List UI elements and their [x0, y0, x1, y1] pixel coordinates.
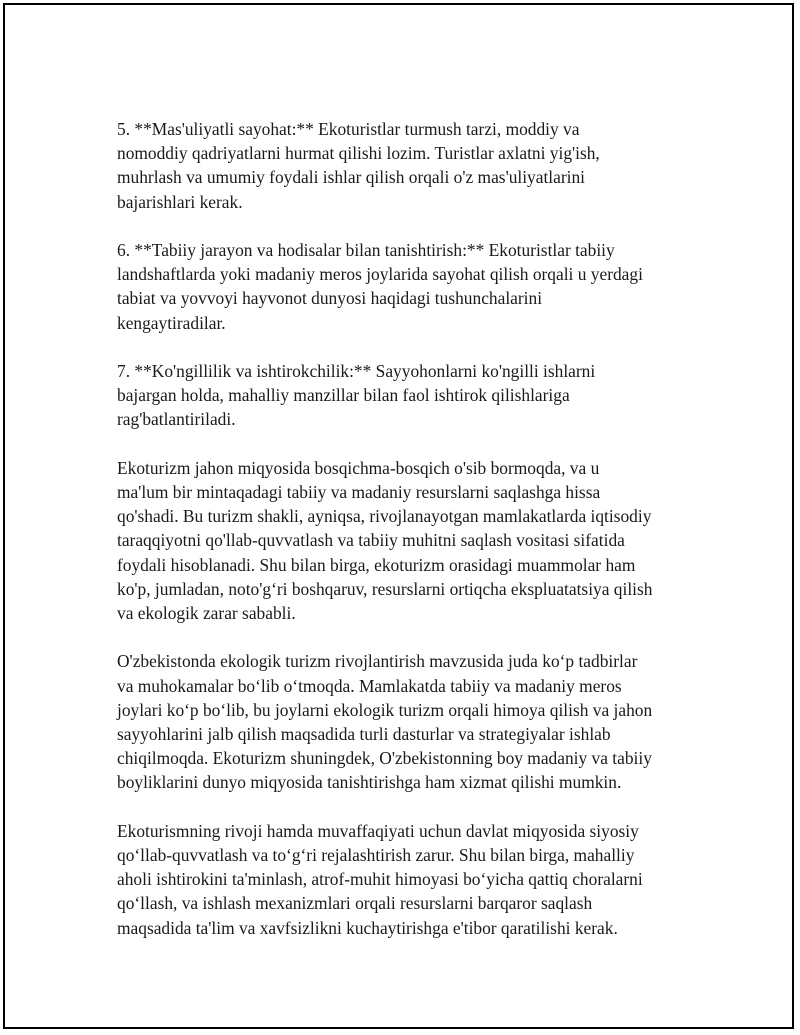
text-line: bajargan holda, mahalliy manzillar bilan faol ishtirok qilishlariga	[117, 385, 570, 406]
paragraph-nature-introduction	[117, 238, 687, 335]
text-line: rag'batlantiriladi.	[117, 409, 236, 430]
text-line: qo‘llab-quvvatlash va to‘g‘ri rejalashtirish zarur. Shu bilan birga, mahalliy	[117, 845, 635, 866]
paragraph-volunteering	[117, 359, 687, 432]
paragraph-global-ecotourism	[117, 456, 687, 625]
text-line: bajarishlari kerak.	[117, 191, 243, 212]
paragraph-responsible-travel	[117, 117, 687, 214]
text-line: maqsadida ta'lim va xavfsizlikni kuchaytirishga e'tibor qaratilishi kerak.	[117, 917, 618, 938]
text-line: Ekoturizm jahon miqyosida bosqichma-bosqich o'sib bormoqda, va u	[117, 457, 600, 478]
text-line: 7. **Ko'ngillilik va ishtirokchilik:** Sayyohonlarni ko'ngilli ishlarni	[117, 361, 596, 381]
text-line: aholi ishtirokini ta'minlash, atrof-muhit himoyasi bo‘yicha qattiq choralarni	[117, 869, 643, 890]
text-line: 6. **Tabiiy jarayon va hodisalar bilan tanishtirish:** Ekoturistlar tabiiy	[117, 240, 615, 260]
text-line: joylari ko‘p bo‘lib, bu joylarni ekologik turizm orqali himoya qilish va jahon	[117, 699, 653, 720]
text-line: boyliklarini dunyo miqyosida tanishtirishga ham xizmat qilishi mumkin.	[117, 772, 622, 793]
text-line: landshaftlarda yoki madaniy meros joylarida sayohat qilish orqali u yerdagi	[117, 264, 643, 285]
text-line: O'zbekistonda ekologik turizm rivojlantirish mavzusida juda ko‘p tadbirlar	[117, 651, 638, 672]
text-line: muhrlash va umumiy foydali ishlar qilish orqali o'z mas'uliyatlarini	[117, 167, 586, 188]
paragraph-uzbekistan	[117, 649, 687, 794]
text-line: qo'shadi. Bu turizm shakli, ayniqsa, rivojlanayotgan mamlakatlarda iqtisodiy	[117, 506, 652, 527]
text-line: nomoddiy qadriyatlarni hurmat qilishi lozim. Turistlar axlatni yig'ish,	[117, 143, 600, 164]
document-body	[117, 117, 687, 964]
text-line: ma'lum bir mintaqadagi tabiiy va madaniy resurslarni saqlashga hissa	[117, 482, 601, 502]
text-line: va muhokamalar bo‘lib o‘tmoqda. Mamlakatda tabiiy va madaniy meros	[117, 675, 622, 696]
paragraph-state-support	[117, 819, 687, 940]
text-line: kengaytiradilar.	[117, 312, 226, 333]
text-line: tabiat va yovvoyi hayvonot dunyosi haqidagi tushunchalarini	[117, 288, 543, 309]
text-line: ko'p, jumladan, noto'g‘ri boshqaruv, resurslarni ortiqcha ekspluatatsiya qilish	[117, 578, 653, 599]
text-line: qo‘llash, va ishlash mexanizmlari orqali resurslarni barqaror saqlash	[117, 893, 593, 914]
text-line: va ekologik zarar sababli.	[117, 603, 296, 624]
text-line: chiqilmoqda. Ekoturizm shuningdek, O'zbekistonning boy madaniy va tabiiy	[117, 748, 652, 769]
text-line: taraqqiyotni qo'llab-quvvatlash va tabiiy muhitni saqlash vositasi sifatida	[117, 530, 625, 551]
text-line: 5. **Mas'uliyatli sayohat:** Ekoturistlar turmush tarzi, moddiy va	[117, 119, 580, 139]
text-line: sayyohlarini jalb qilish maqsadida turli dasturlar va strategiyalar ishlab	[117, 724, 611, 745]
text-line: Ekoturismning rivoji hamda muvaffaqiyati uchun davlat miqyosida siyosiy	[117, 820, 639, 841]
text-line: foydali hisoblanadi. Shu bilan birga, ekoturizm orasidagi muammolar ham	[117, 554, 636, 575]
